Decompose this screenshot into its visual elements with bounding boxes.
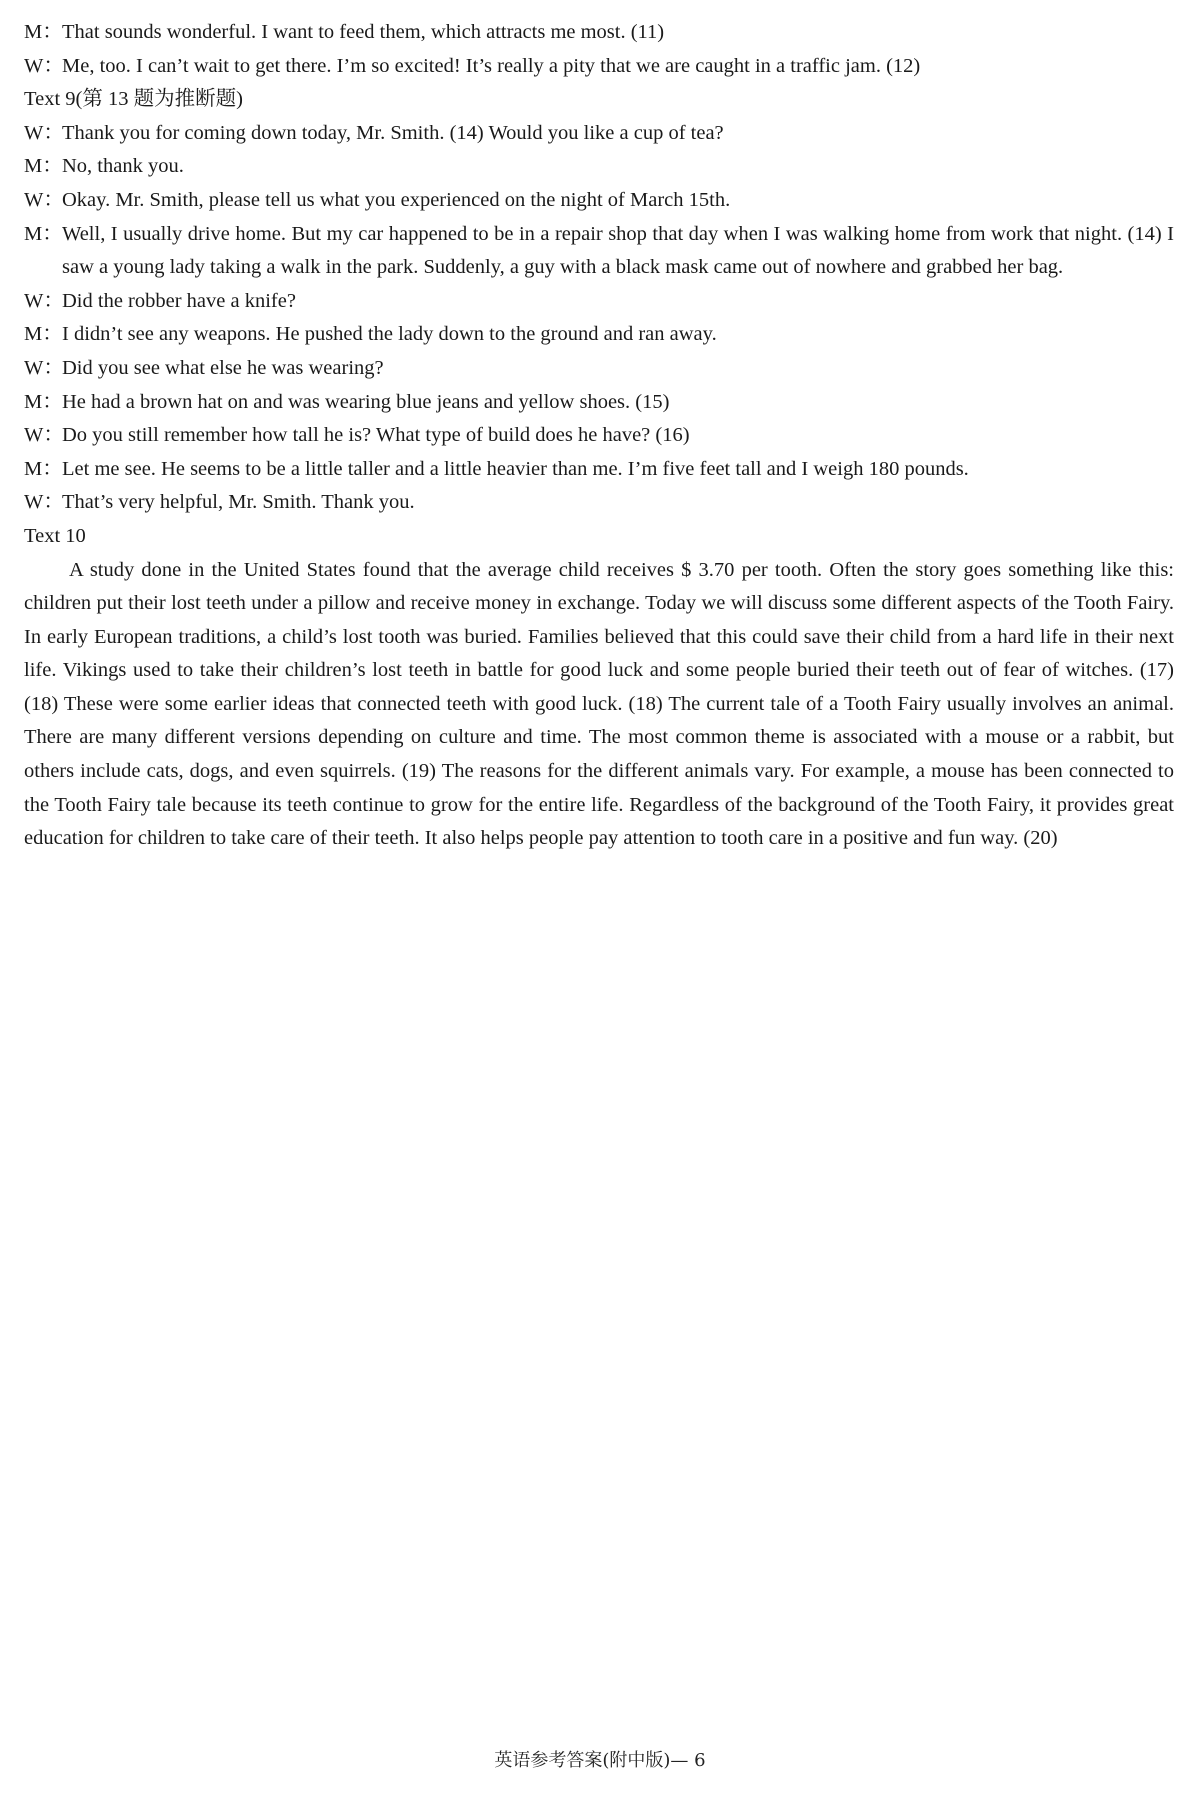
speaker-label: W：	[24, 54, 64, 77]
answer-key-page	[24, 16, 1174, 856]
turn-text: Let me see. He seems to be a little taller and a little heavier than me. I’m five feet tall and I weigh 180 pounds.	[62, 457, 969, 480]
dialogue-turn	[24, 150, 1174, 184]
speaker-label: M：	[24, 390, 63, 413]
speaker-label: W：	[24, 356, 64, 379]
speaker-label: W：	[24, 491, 64, 514]
turn-text: Did you see what else he was wearing?	[62, 356, 384, 379]
text10-heading: Text 10	[24, 524, 86, 547]
dialogue-turn	[24, 352, 1174, 386]
dialogue-turn	[24, 486, 1174, 520]
dialogue-turn	[24, 184, 1174, 218]
dialogue-turn	[24, 117, 1174, 151]
turn-text: He had a brown hat on and was wearing blue jeans and yellow shoes. (15)	[62, 390, 670, 413]
turn-text: Okay. Mr. Smith, please tell us what you experienced on the night of March 15th.	[62, 188, 731, 211]
dialogue-turn	[24, 16, 1174, 50]
dialogue-turn	[24, 218, 1174, 285]
text9-heading: Text 9(第 13 题为推断题)	[24, 88, 243, 111]
turn-text: Do you still remember how tall he is? What type of build does he have? (16)	[62, 424, 690, 447]
speaker-label: W：	[24, 424, 64, 447]
turn-text: Thank you for coming down today, Mr. Smith. (14) Would you like a cup of tea?	[62, 121, 724, 144]
turn-text: That’s very helpful, Mr. Smith. Thank you.	[62, 491, 415, 514]
turn-text: Did the robber have a knife?	[62, 289, 296, 312]
dialogue-turn	[24, 386, 1174, 420]
page-footer: 英语参考答案(附中版)— 6	[494, 1750, 706, 1771]
turn-text: I didn’t see any weapons. He pushed the lady down to the ground and ran away.	[62, 323, 717, 346]
dialogue-turn	[24, 419, 1174, 453]
turn-text: Well, I usually drive home. But my car happened to be in a repair shop that day when I was walking home from work that night. (14) I saw a young lady taking a walk in the park. Suddenly, a guy with a black mask came out of nowhere and grabbed her bag.	[62, 222, 1174, 279]
dialogue-turn	[24, 50, 1174, 84]
dialogue-turn	[24, 285, 1174, 319]
speaker-label: M：	[24, 21, 63, 43]
text10-paragraph: A study done in the United States found that the average child receives $ 3.70 per tooth. Often the story goes something like this: children put their lost teeth under a pillow and receive money in exchange. Today we will discuss some different aspects of the Tooth Fairy. In early European traditions, a child’s lost tooth was buried. Families believed that this could save their child from a hard life in their next life. Vikings used to take their children’s lost teeth in battle for good luck and some people buried their teeth out of fear of witches. (17) (18) These were some earlier ideas that connected teeth with good luck. (18) The current tale of a Tooth Fairy usually involves an animal. There are many different versions depending on culture and time. The most common theme is associated with a mouse or a rabbit, but others include cats, dogs, and even squirrels. (19) The reasons for the different animals vary. For example, a mouse has been connected to the Tooth Fairy tale because its teeth continue to grow for the entire life. Regardless of the background of the Tooth Fairy, it provides great education for children to take care of their teeth. It also helps people pay attention to tooth care in a positive and fun way. (20)	[24, 558, 1174, 850]
speaker-label: M：	[24, 155, 63, 178]
turn-text: That sounds wonderful. I want to feed them, which attracts me most. (11)	[62, 21, 665, 43]
text9-dialogue	[24, 117, 1174, 520]
dialogue-continuation	[24, 16, 1174, 83]
speaker-label: M：	[24, 457, 63, 480]
speaker-label: M：	[24, 323, 63, 346]
speaker-label: M：	[24, 222, 63, 245]
dialogue-turn	[24, 453, 1174, 487]
dialogue-turn	[24, 318, 1174, 352]
turn-text: Me, too. I can’t wait to get there. I’m so excited! It’s really a pity that we are caught in a traffic jam. (12)	[62, 54, 921, 77]
speaker-label: W：	[24, 121, 64, 144]
speaker-label: W：	[24, 289, 64, 312]
turn-text: No, thank you.	[62, 155, 184, 178]
speaker-label: W：	[24, 188, 64, 211]
